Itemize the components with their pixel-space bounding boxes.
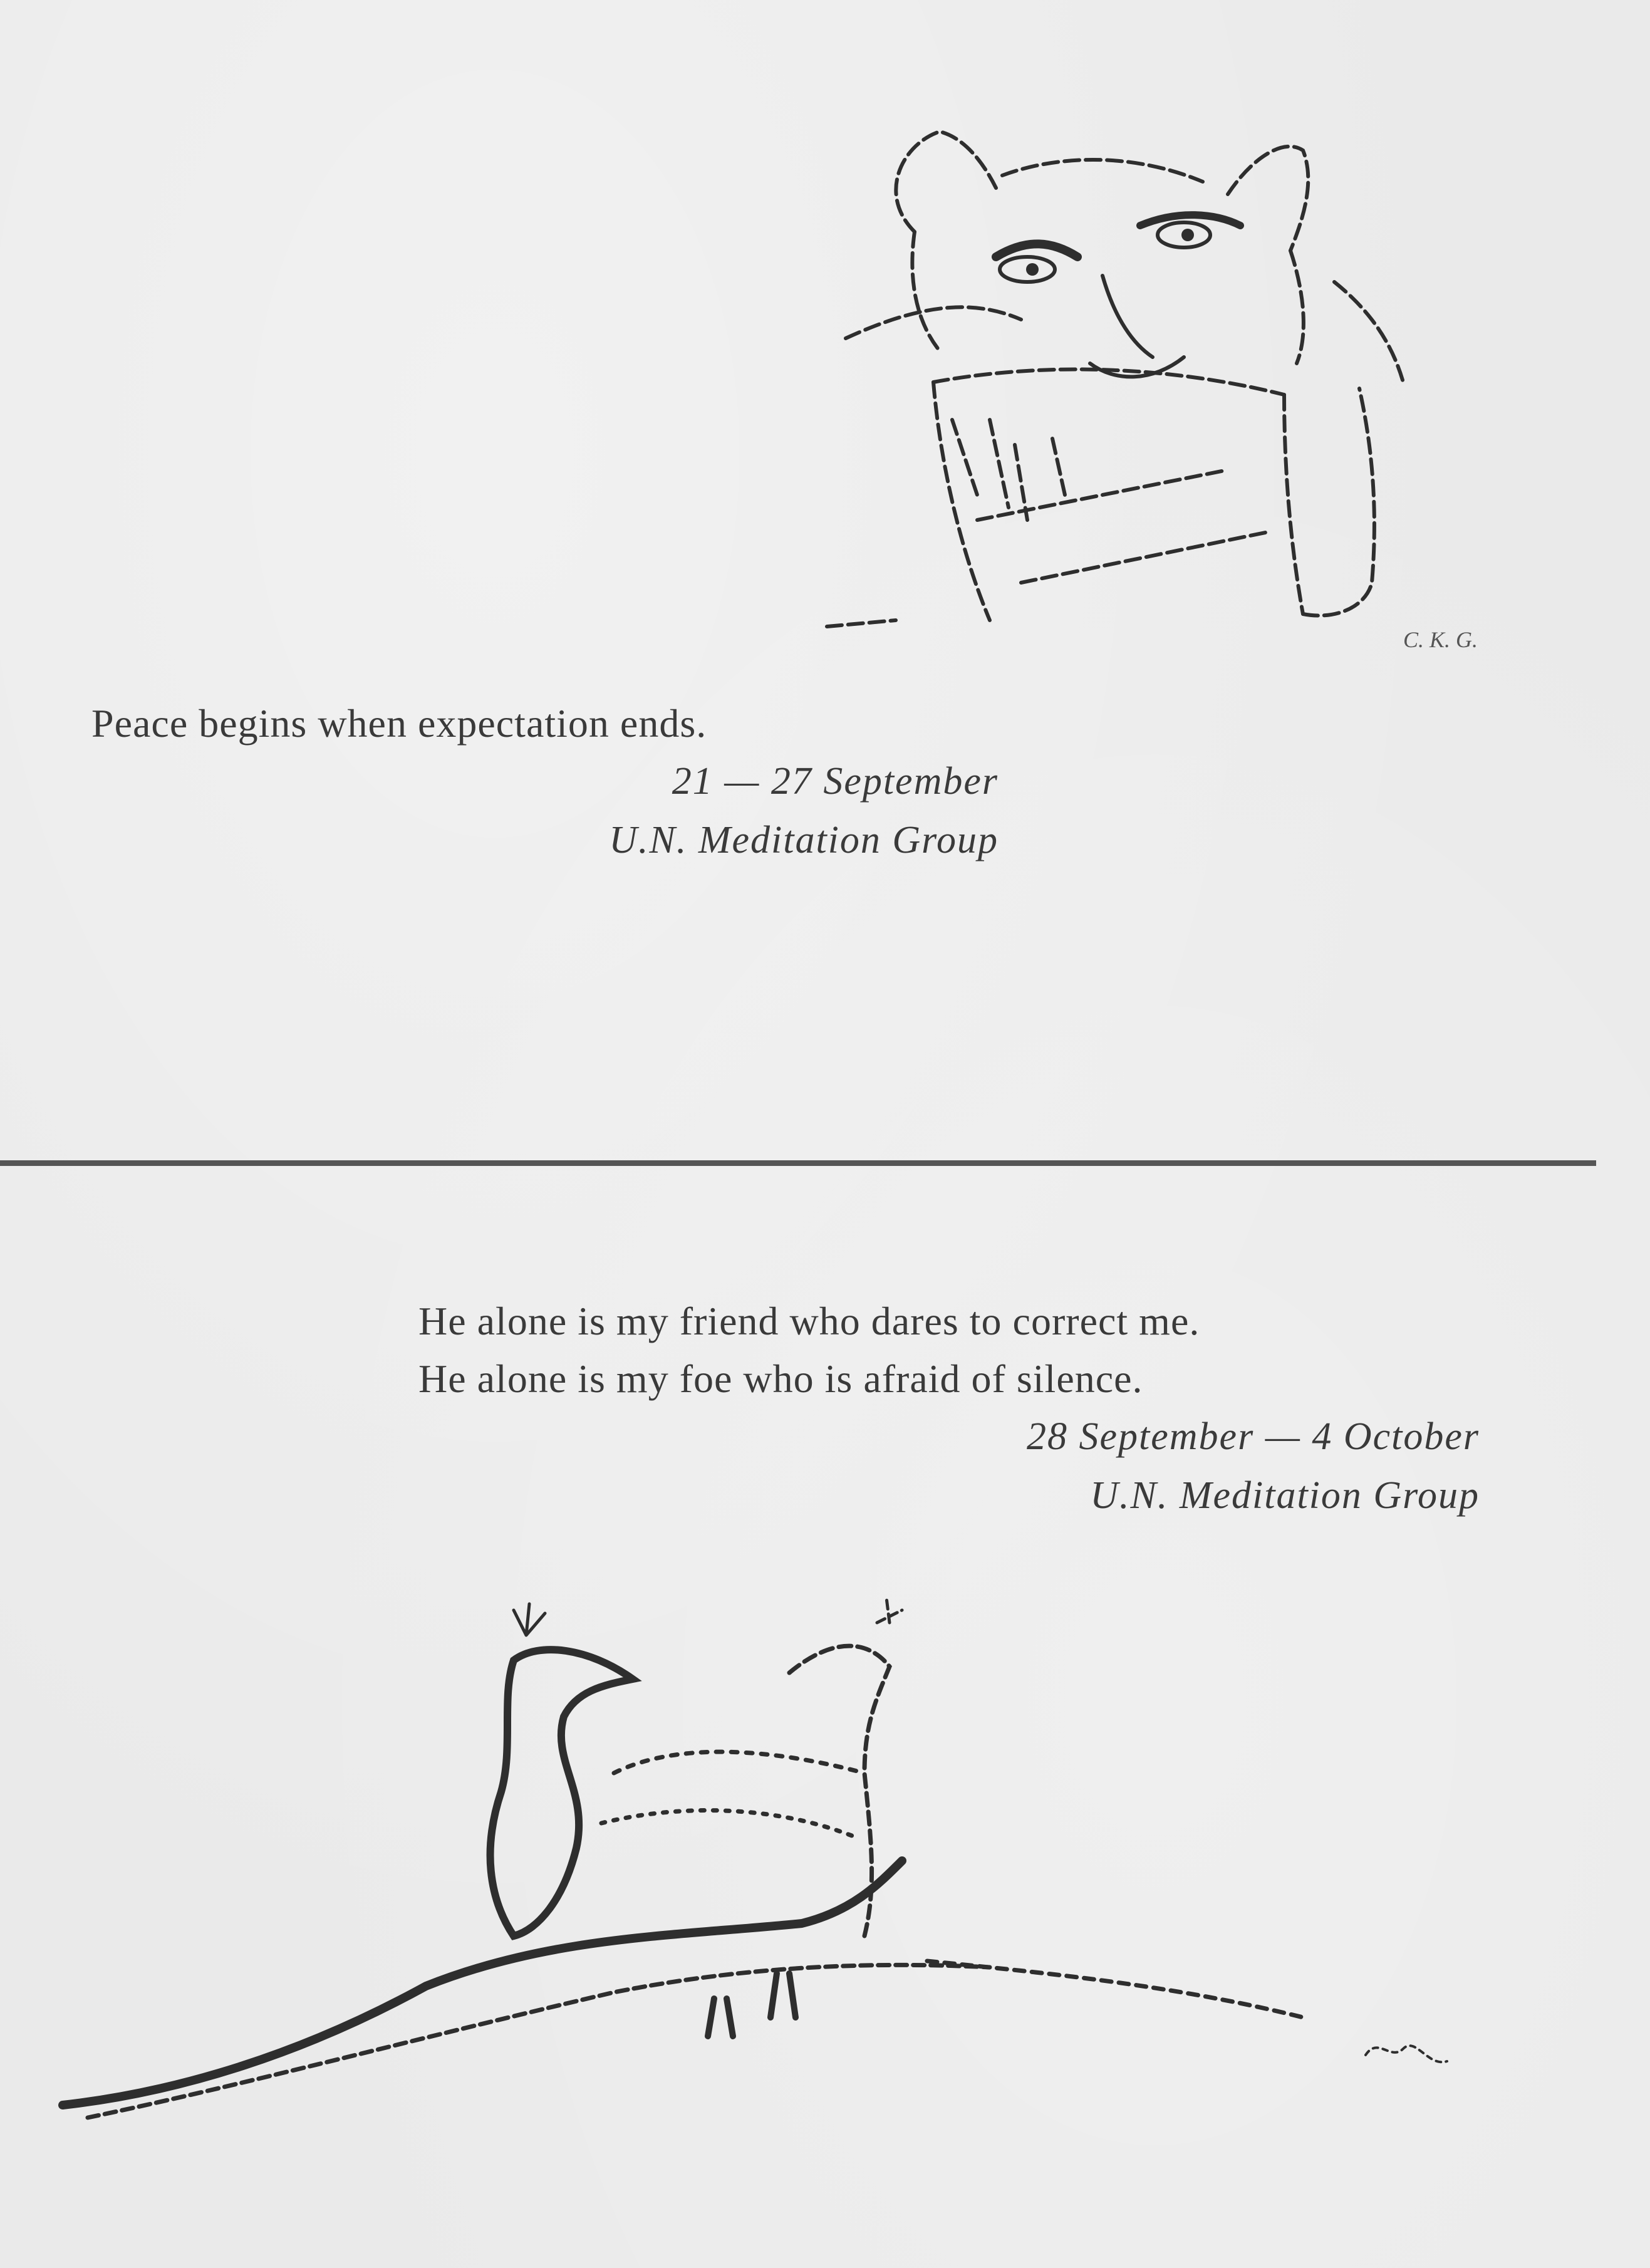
quote-top: Peace begins when expectation ends. (91, 701, 707, 746)
date-range-top: 21 — 27 September (672, 760, 999, 803)
group-name-bottom: U.N. Meditation Group (1090, 1474, 1480, 1517)
peacock-sketch-icon (50, 1585, 1591, 2149)
date-range-bottom: 28 September — 4 October (1027, 1415, 1480, 1458)
group-name-top: U.N. Meditation Group (609, 819, 999, 861)
quote-bottom-line-1: He alone is my friend who dares to correct me. (418, 1299, 1200, 1343)
quote-bottom-line-2: He alone is my foe who is afraid of silence. (418, 1356, 1143, 1401)
artist-signature-top: C. K. G. (1403, 627, 1478, 652)
section-divider (0, 1160, 1596, 1166)
cat-sketch-icon (752, 69, 1447, 670)
